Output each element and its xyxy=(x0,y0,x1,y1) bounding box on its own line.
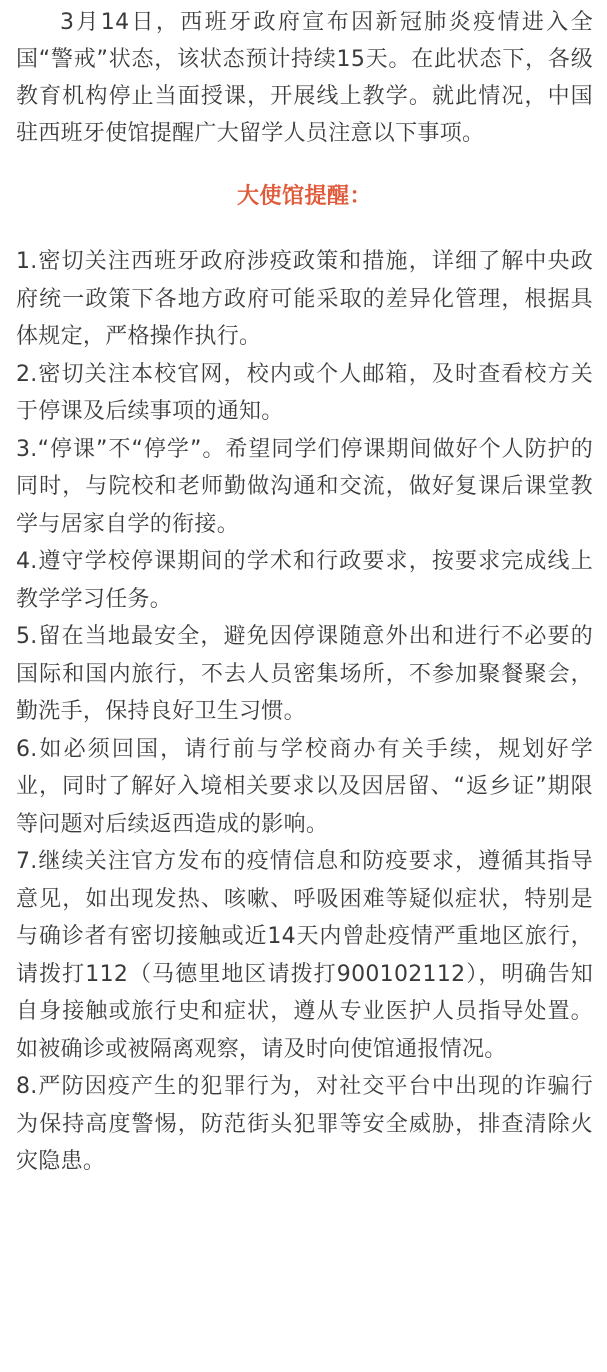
section-heading: 大使馆提醒： xyxy=(236,184,372,209)
reminder-item-8: 8.严防因疫产生的犯罪行为，对社交平台中出现的诈骗行为保持高度警惕，防范街头犯罪等安全威胁，排查清除火灾隐患。 xyxy=(16,1074,593,1174)
reminder-item-4: 4.遵守学校停课期间的学术和行政要求，按要求完成线上教学学习任务。 xyxy=(16,549,593,612)
reminder-item-6: 6.如必须回国，请行前与学校商办有关手续，规划好学业，同时了解好入境相关要求以及因居留、“返乡证”期限等问题对后续返西造成的影响。 xyxy=(16,736,593,837)
reminder-list xyxy=(16,243,593,1181)
reminder-item-7: 7.继续关注官方发布的疫情信息和防疫要求，遵循其指导意见，如出现发热、咳嗽、呼吸困难等疑似症状，特别是与确诊者有密切接触或近14天内曾赴疫情严重地区旅行，请拨打112（马德里地区请拨打900102112），明确告知自身接触或旅行史和症状，遵从专业医护人员指导处置。如被确诊或被隔离观察，请及时向使馆通报情况。 xyxy=(16,849,593,1062)
reminder-item-2: 2.密切关注本校官网，校内或个人邮箱，及时查看校方关于停课及后续事项的通知。 xyxy=(16,361,593,424)
intro-paragraph: 3月14日，西班牙政府宣布因新冠肺炎疫情进入全国“警戒”状态，该状态预计持续15天。在此状态下，各级教育机构停止当面授课，开展线上教学。就此情况，中国驻西班牙使馆提醒广大留学人员注意以下事项。 xyxy=(16,10,593,146)
reminder-item-1: 1.密切关注西班牙政府涉疫政策和措施，详细了解中央政府统一政策下各地方政府可能采取的差异化管理，根据具体规定，严格操作执行。 xyxy=(16,249,593,349)
reminder-item-3: 3.“停课”不“停学”。希望同学们停课期间做好个人防护的同时，与院校和老师勤做沟通和交流，做好复课后课堂教学与居家自学的衔接。 xyxy=(16,436,593,537)
reminder-item-5: 5.留在当地最安全，避免因停课随意外出和进行不必要的国际和国内旅行，不去人员密集场所，不参加聚餐聚会，勤洗手，保持良好卫生习惯。 xyxy=(16,624,593,724)
